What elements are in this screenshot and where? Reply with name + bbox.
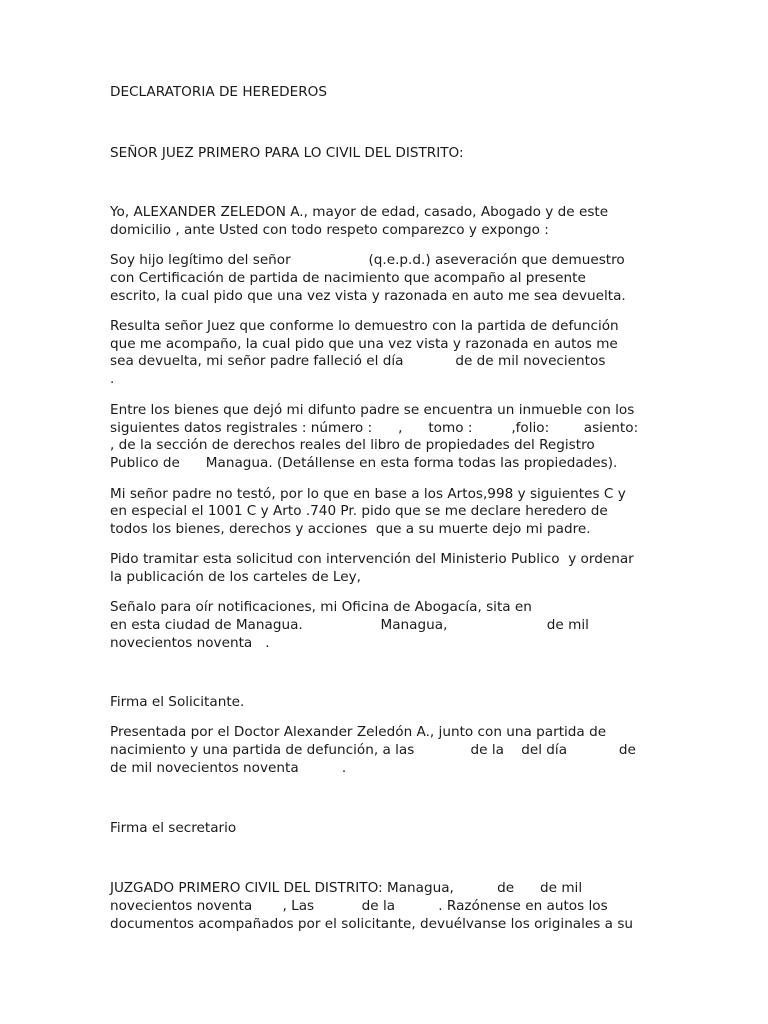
- paragraph-line: JUZGADO PRIMERO CIVIL DEL DISTRITO: Managua, de de mil: [110, 880, 583, 896]
- paragraph-line: con Certificación de partida de nacimiento que acompaño al presente: [110, 270, 586, 286]
- paragraph-line: Publico de Managua. (Detállense en esta forma todas las propiedades).: [110, 455, 618, 471]
- paragraph-line: de mil novecientos noventa .: [110, 760, 347, 776]
- paragraph-line: sea devuelta, mi señor padre falleció el día de de mil novecientos: [110, 353, 606, 369]
- paragraph-line: que me acompaño, la cual pido que una vez vista y razonada en autos me: [110, 336, 618, 352]
- paragraph-line: siguientes datos registrales : número : , tomo : ,folio: asiento:: [110, 420, 639, 436]
- paragraph-line: domicilio , ante Usted con todo respeto comparezco y expongo :: [110, 222, 549, 238]
- paragraph-line: Entre los bienes que dejó mi difunto padre se encuentra un inmueble con los: [110, 402, 635, 418]
- paragraph-line: novecientos noventa , Las de la . Razónense en autos los: [110, 898, 608, 914]
- paragraph-line: Pido tramitar esta solicitud con intervención del Ministerio Publico y ordenar: [110, 551, 634, 567]
- paragraph-line: Soy hijo legítimo del señor (q.e.p.d.) aseveración que demuestro: [110, 252, 625, 268]
- paragraph-line: documentos acompañados por el solicitante, devuélvanse los originales a su: [110, 916, 634, 932]
- paragraph-line: Mi señor padre no testó, por lo que en base a los Artos,998 y siguientes C y: [110, 486, 626, 502]
- salutation: SEÑOR JUEZ PRIMERO PARA LO CIVIL DEL DISTRITO:: [110, 145, 464, 161]
- paragraph-line: en especial el 1001 C y Arto .740 Pr. pido que se me declare heredero de: [110, 503, 608, 519]
- paragraph-line: en esta ciudad de Managua. Managua, de mil: [110, 617, 589, 633]
- paragraph-line: Resulta señor Juez que conforme lo demuestro con la partida de defunción: [110, 318, 619, 334]
- secretary-signature: Firma el secretario: [110, 820, 237, 836]
- paragraph-line: novecientos noventa .: [110, 635, 270, 651]
- paragraph-line: Yo, ALEXANDER ZELEDON A., mayor de edad, casado, Abogado y de este: [110, 204, 609, 220]
- paragraph-line: Señalo para oír notificaciones, mi Oficina de Abogacía, sita en: [110, 599, 532, 615]
- paragraph-line: , de la sección de derechos reales del libro de propiedades del Registro: [110, 437, 595, 453]
- document-title: DECLARATORIA DE HEREDEROS: [110, 84, 328, 100]
- paragraph-line: Presentada por el Doctor Alexander Zeledón A., junto con una partida de: [110, 724, 607, 740]
- paragraph-line: .: [110, 371, 115, 387]
- paragraph-line: nacimiento y una partida de defunción, a las de la del día de: [110, 742, 636, 758]
- paragraph-line: todos los bienes, derechos y acciones que a su muerte dejo mi padre.: [110, 521, 591, 537]
- paragraph-line: escrito, la cual pido que una vez vista y razonada en auto me sea devuelta.: [110, 288, 626, 304]
- paragraph-line: la publicación de los carteles de Ley,: [110, 569, 361, 585]
- applicant-signature: Firma el Solicitante.: [110, 694, 245, 710]
